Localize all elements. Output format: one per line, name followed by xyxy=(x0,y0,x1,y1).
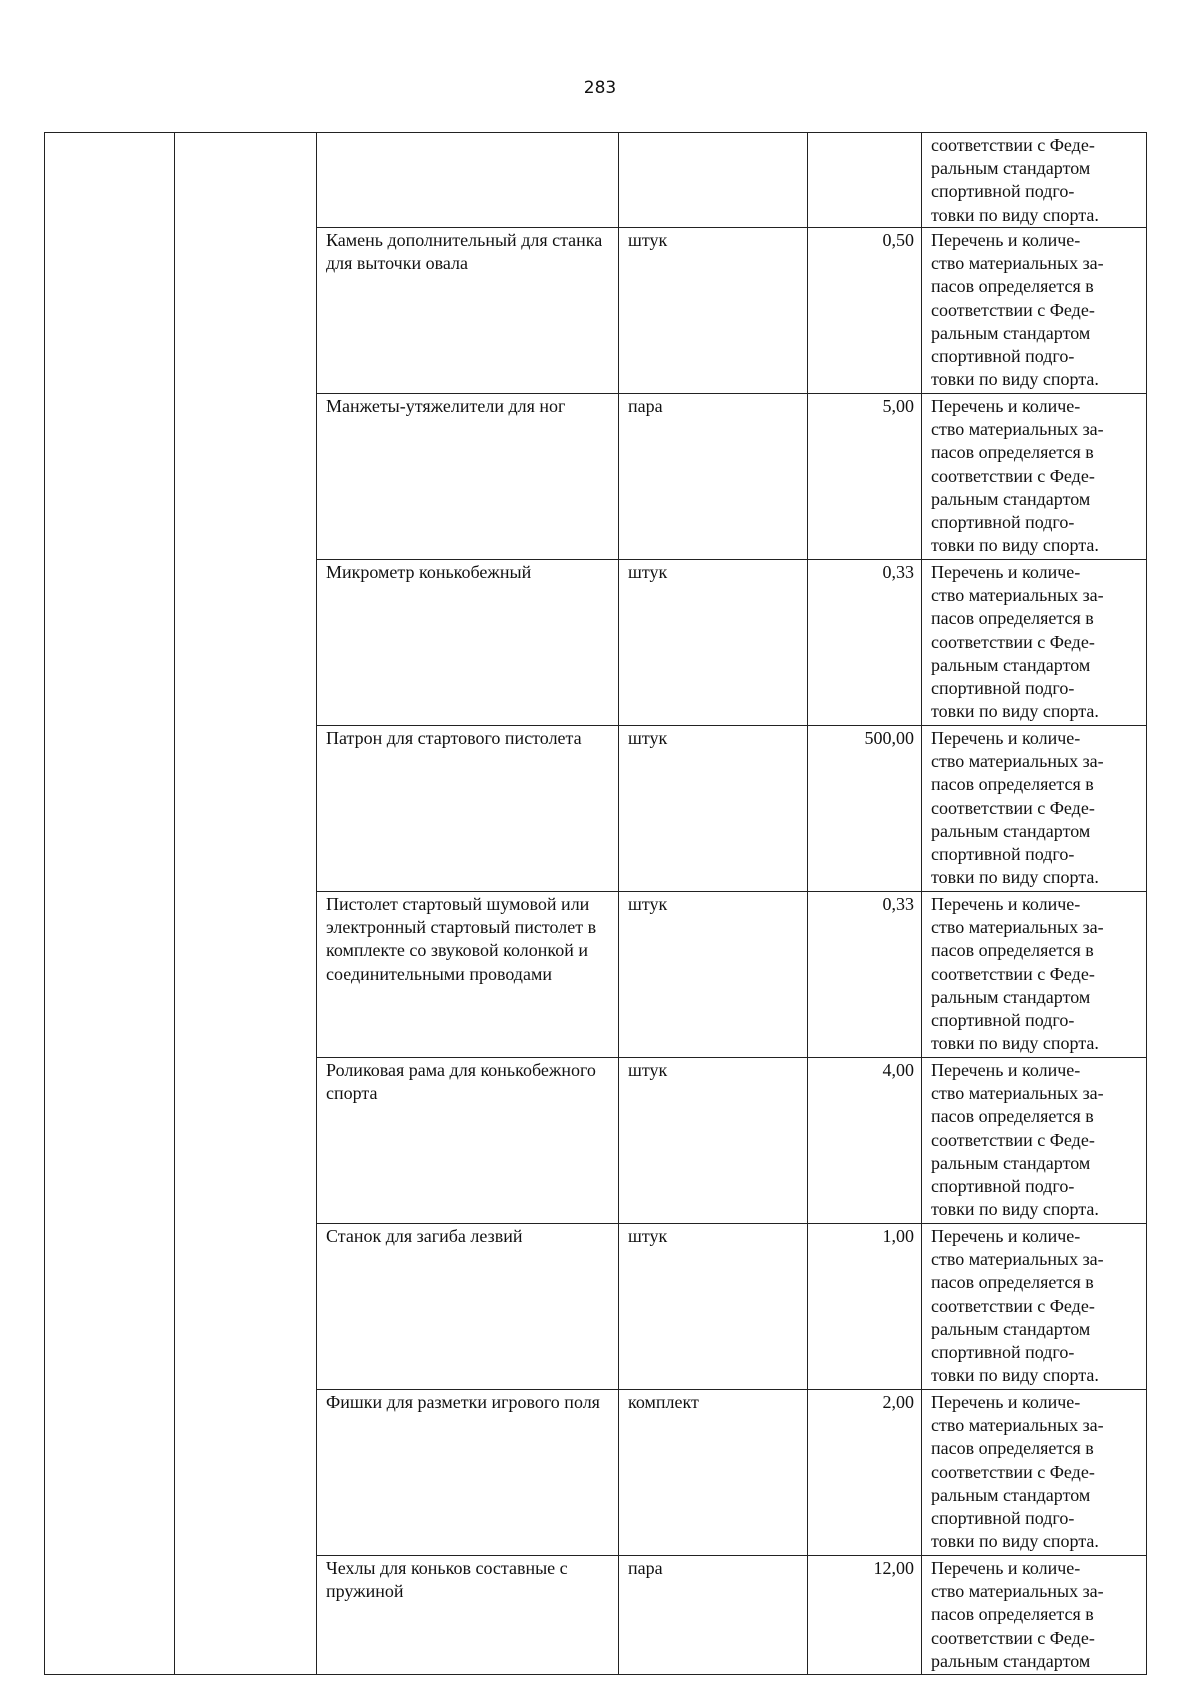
unit-cell: пара xyxy=(619,1556,808,1675)
quantity-cell: 0,33 xyxy=(808,560,922,726)
unit-cell: комплект xyxy=(619,1390,808,1556)
note-line: соответствии с Феде- xyxy=(931,1627,1095,1648)
note-line: соответствии с Феде- xyxy=(931,1129,1095,1150)
note-line: товки по виду спорта. xyxy=(931,535,1099,556)
note-line: Перечень и количе- xyxy=(931,894,1081,914)
note-cell xyxy=(922,1390,1147,1556)
note-line: Перечень и количе- xyxy=(931,1392,1081,1412)
note-line: ральным стандартом xyxy=(931,488,1091,509)
note-line: пасов определяется в xyxy=(931,1604,1094,1625)
note-line: спортивной подго- xyxy=(931,346,1075,367)
note-line: соответствии с Феде- xyxy=(931,963,1095,984)
note-line: ральным стандартом xyxy=(931,1650,1091,1671)
note-line: ство материальных за- xyxy=(931,585,1104,606)
note-line: пасов определяется в xyxy=(931,1438,1094,1459)
item-name-cell xyxy=(317,133,619,228)
note-line: спортивной подго- xyxy=(931,512,1075,533)
item-name-cell: Камень дополнительный для станка для выточки овала xyxy=(317,228,619,394)
note-line: ральным стандартом xyxy=(931,654,1091,675)
note-line: соответствии с Феде- xyxy=(931,299,1095,320)
note-line: товки по виду спорта. xyxy=(931,1033,1099,1054)
unit-cell: штук xyxy=(619,726,808,892)
unit-cell: штук xyxy=(619,228,808,394)
note-line: соответствии с Феде- xyxy=(931,631,1095,652)
item-name-cell: Микрометр конькобежный xyxy=(317,560,619,726)
note-line: пасов определяется в xyxy=(931,442,1094,463)
unit-cell: пара xyxy=(619,394,808,560)
note-line: пасов определяется в xyxy=(931,1106,1094,1127)
column-2-merged-cell xyxy=(175,133,317,1675)
note-line: товки по виду спорта. xyxy=(931,867,1099,888)
note-cell xyxy=(922,1556,1147,1675)
note-line: Перечень и количе- xyxy=(931,1226,1081,1246)
note-line: товки по виду спорта. xyxy=(931,1365,1099,1386)
note-cell xyxy=(922,228,1147,394)
note-line: ральным стандартом xyxy=(931,1318,1091,1339)
item-name-cell: Пистолет стартовый шумовой или электронный стартовый пистолет в комплекте со звуковой колонкой и соединительными проводами xyxy=(317,892,619,1058)
note-line: соответствии с Феде- xyxy=(931,1461,1095,1482)
note-cell xyxy=(922,892,1147,1058)
note-line: ральным стандартом xyxy=(931,1484,1091,1505)
note-line: Перечень и количе- xyxy=(931,396,1081,416)
note-line: пасов определяется в xyxy=(931,1272,1094,1293)
note-line: пасов определяется в xyxy=(931,940,1094,961)
note-line: спортивной подго- xyxy=(931,1010,1075,1031)
item-name-cell: Патрон для стартового пистолета xyxy=(317,726,619,892)
note-line: ство материальных за- xyxy=(931,1249,1104,1270)
note-cell xyxy=(922,1058,1147,1224)
unit-cell: штук xyxy=(619,1224,808,1390)
note-cell xyxy=(922,1224,1147,1390)
item-name-cell: Чехлы для коньков составные с пружиной xyxy=(317,1556,619,1675)
note-line: товки по виду спорта. xyxy=(931,369,1099,390)
note-line: ство материальных за- xyxy=(931,751,1104,772)
note-line: Перечень и количе- xyxy=(931,230,1081,250)
note-line: спортивной подго- xyxy=(931,844,1075,865)
note-line: товки по виду спорта. xyxy=(931,1199,1099,1220)
item-name-cell: Роликовая рама для конькобежного спорта xyxy=(317,1058,619,1224)
item-name-cell: Манжеты-утяжелители для ног xyxy=(317,394,619,560)
materials-table xyxy=(44,132,1147,1675)
note-line: пасов определяется в xyxy=(931,774,1094,795)
note-line: ство материальных за- xyxy=(931,1581,1104,1602)
note-line: Перечень и количе- xyxy=(931,728,1081,748)
note-line: товки по виду спорта. xyxy=(931,204,1099,225)
note-line: ство материальных за- xyxy=(931,1415,1104,1436)
quantity-cell: 5,00 xyxy=(808,394,922,560)
unit-cell xyxy=(619,133,808,228)
note-line: товки по виду спорта. xyxy=(931,701,1099,722)
note-line: пасов определяется в xyxy=(931,608,1094,629)
note-line: Перечень и количе- xyxy=(931,562,1081,582)
note-line: ральным стандартом xyxy=(931,1152,1091,1173)
note-line: Перечень и количе- xyxy=(931,1060,1081,1080)
note-line: ство материальных за- xyxy=(931,917,1104,938)
note-line: пасов определяется в xyxy=(931,276,1094,297)
quantity-cell: 12,00 xyxy=(808,1556,922,1675)
unit-cell: штук xyxy=(619,892,808,1058)
table-body xyxy=(45,133,1147,1675)
item-name-cell: Станок для загиба лезвий xyxy=(317,1224,619,1390)
note-line: ральным стандартом xyxy=(931,158,1091,179)
note-line: ральным стандартом xyxy=(931,986,1091,1007)
note-line: ство материальных за- xyxy=(931,253,1104,274)
note-line: спортивной подго- xyxy=(931,1176,1075,1197)
note-line: спортивной подго- xyxy=(931,678,1075,699)
note-line: спортивной подго- xyxy=(931,1342,1075,1363)
note-cell xyxy=(922,560,1147,726)
table-row xyxy=(45,133,1147,228)
note-line: соответствии с Феде- xyxy=(931,135,1095,155)
quantity-cell: 2,00 xyxy=(808,1390,922,1556)
quantity-cell xyxy=(808,133,922,228)
note-line: соответствии с Феде- xyxy=(931,465,1095,486)
note-line: спортивной подго- xyxy=(931,181,1075,202)
note-line: ство материальных за- xyxy=(931,419,1104,440)
note-line: соответствии с Феде- xyxy=(931,1295,1095,1316)
note-line: ство материальных за- xyxy=(931,1083,1104,1104)
note-line: Перечень и количе- xyxy=(931,1558,1081,1578)
unit-cell: штук xyxy=(619,560,808,726)
note-line: спортивной подго- xyxy=(931,1508,1075,1529)
quantity-cell: 500,00 xyxy=(808,726,922,892)
note-line: соответствии с Феде- xyxy=(931,797,1095,818)
page-number: 283 xyxy=(583,78,617,98)
quantity-cell: 4,00 xyxy=(808,1058,922,1224)
note-cell xyxy=(922,394,1147,560)
column-1-merged-cell xyxy=(45,133,175,1675)
quantity-cell: 1,00 xyxy=(808,1224,922,1390)
note-line: ральным стандартом xyxy=(931,322,1091,343)
item-name-cell: Фишки для разметки игрового поля xyxy=(317,1390,619,1556)
note-cell xyxy=(922,133,1147,228)
note-line: товки по виду спорта. xyxy=(931,1531,1099,1552)
note-line: ральным стандартом xyxy=(931,820,1091,841)
note-cell xyxy=(922,726,1147,892)
unit-cell: штук xyxy=(619,1058,808,1224)
quantity-cell: 0,33 xyxy=(808,892,922,1058)
quantity-cell: 0,50 xyxy=(808,228,922,394)
